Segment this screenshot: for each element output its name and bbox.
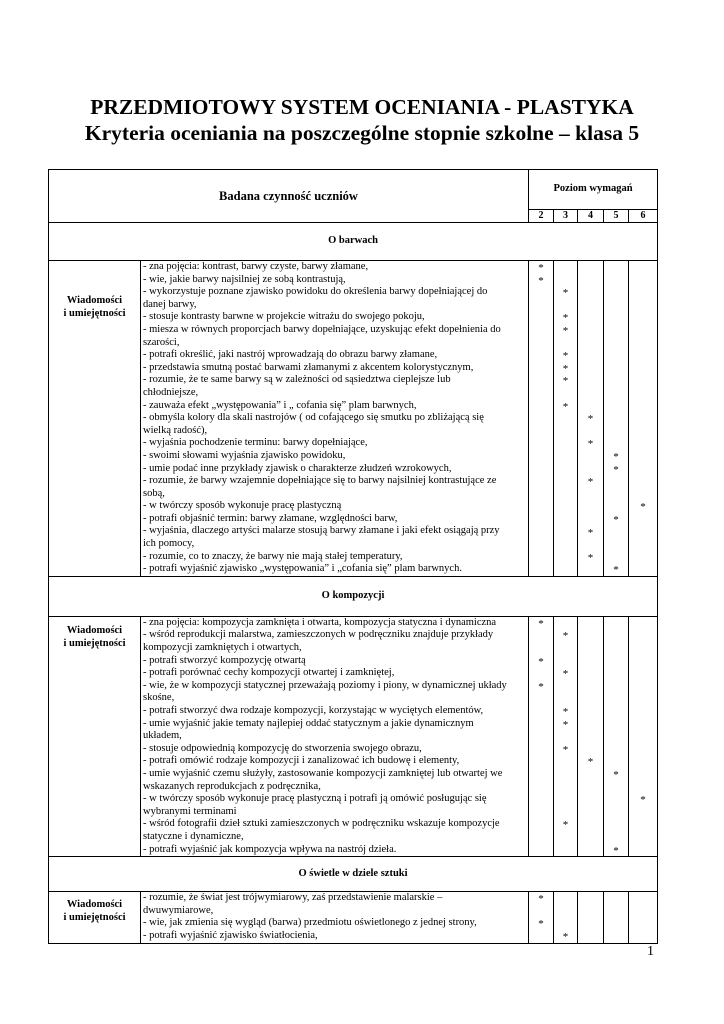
grade-mark: * bbox=[587, 756, 594, 769]
grade-mark: * bbox=[562, 362, 569, 375]
criteria-line: ich pomocy, bbox=[143, 538, 195, 550]
grade-mark: * bbox=[562, 706, 569, 719]
section-label-line: Wiadomości bbox=[66, 899, 123, 911]
grade-mark: * bbox=[587, 551, 594, 564]
section-row bbox=[49, 892, 658, 943]
criteria-line: - potrafi wyjaśnić zjawisko światłocienia, bbox=[143, 929, 318, 941]
criteria-line: - w twórczy sposób wykonuje pracę plastyczną bbox=[143, 500, 342, 512]
grade-mark: * bbox=[538, 617, 544, 630]
section-label-line: Wiadomości bbox=[66, 624, 123, 636]
grade-column bbox=[604, 616, 629, 856]
criteria-line: skośne, bbox=[143, 692, 175, 704]
section-label-line: i umiejętności bbox=[63, 637, 126, 649]
criteria-line: - rozumie, że te same barwy są w zależności od sąsiedztwa cieplejsze lub bbox=[143, 374, 451, 386]
grade-mark: * bbox=[562, 668, 569, 681]
activity-header: Badana czynność uczniów bbox=[49, 170, 529, 223]
grade-column bbox=[554, 261, 578, 577]
criteria-line: układem, bbox=[143, 730, 182, 742]
grade-column bbox=[629, 261, 658, 577]
grade-mark: * bbox=[562, 930, 569, 943]
criteria-line: - potrafi objaśnić termin: barwy złamane, względności barw, bbox=[143, 512, 398, 524]
criteria-line: - rozumie, że świat jest trójwymiarowy, zaś przedstawienie malarskie – bbox=[143, 892, 443, 904]
section-label-line: Wiadomości bbox=[66, 295, 123, 306]
grade-column bbox=[578, 261, 604, 577]
criteria-list bbox=[141, 892, 529, 943]
grade-header: 4 bbox=[578, 210, 604, 223]
criteria-list bbox=[141, 616, 529, 856]
grade-header: 5 bbox=[604, 210, 629, 223]
section-label bbox=[49, 892, 141, 943]
criteria-line: - stosuje kontrasty barwne w projekcie witrażu do swojego pokoju, bbox=[143, 311, 425, 323]
grade-column bbox=[604, 892, 629, 943]
criteria-line: wybranymi terminami bbox=[143, 805, 237, 817]
grade-mark: * bbox=[562, 400, 569, 413]
section-title: O świetle w dziele sztuki bbox=[49, 857, 658, 892]
criteria-line: - wie, jakie barwy najsilniej ze sobą kontrastują, bbox=[143, 273, 346, 285]
grade-column bbox=[529, 261, 554, 577]
section-row bbox=[49, 261, 658, 577]
grade-mark: * bbox=[562, 325, 569, 337]
criteria-line: danej barwy, bbox=[143, 298, 197, 310]
criteria-line: - wyjaśnia, dlaczego artyści malarze stosują barwy złamane i jaki efekt osiągają przy bbox=[143, 525, 500, 537]
grade-mark: * bbox=[538, 680, 544, 693]
grade-column bbox=[554, 892, 578, 943]
grade-mark: * bbox=[538, 274, 544, 287]
grade-mark: * bbox=[613, 769, 619, 782]
document-title: PRZEDMIOTOWY SYSTEM OCENIANIA - PLASTYKA bbox=[90, 95, 634, 119]
criteria-line: dwuwymiarowe, bbox=[143, 904, 214, 916]
grade-column bbox=[554, 616, 578, 856]
criteria-list bbox=[141, 261, 529, 577]
criteria-line: - potrafi omówić rodzaje kompozycji i zanalizować ich budowę i elementy, bbox=[143, 755, 460, 767]
document-subtitle: Kryteria oceniania na poszczególne stopnie szkolne – klasa 5 bbox=[84, 121, 640, 145]
criteria-line: - rozumie, co to znaczy, że barwy nie mają stałej temperatury, bbox=[143, 550, 403, 562]
criteria-line: - wśród fotografii dzieł sztuki zamieszczonych w podręczniku wskazuje kompozycje bbox=[143, 818, 500, 830]
grade-mark: * bbox=[538, 918, 544, 931]
level-header: Poziom wymagań bbox=[529, 170, 658, 210]
grade-mark: * bbox=[562, 350, 569, 363]
section-label-line: i umiejętności bbox=[63, 308, 126, 319]
grade-column bbox=[578, 892, 604, 943]
criteria-line: - potrafi wyjaśnić jak kompozycja wpływa na nastrój dzieła. bbox=[143, 843, 397, 855]
criteria-line: - potrafi określić, jaki nastrój wprowadzają do obrazu barwy złamane, bbox=[143, 349, 438, 361]
grade-mark: * bbox=[587, 526, 594, 539]
grade-mark: * bbox=[640, 794, 646, 807]
section-title: O barwach bbox=[49, 223, 658, 261]
criteria-line: - potrafi stworzyć kompozycję otwartą bbox=[143, 654, 306, 666]
grade-mark: * bbox=[538, 655, 544, 668]
criteria-line: - potrafi stworzyć dwa rodzaje kompozycji, korzystając w wyciętych elementów, bbox=[143, 705, 484, 716]
grade-mark: * bbox=[613, 844, 619, 857]
grade-column bbox=[529, 892, 554, 943]
grade-mark: * bbox=[562, 312, 569, 325]
section-label-line: i umiejętności bbox=[63, 912, 126, 924]
criteria-line: - zauważa efekt „występowania” i „ cofania się” plam barwnych, bbox=[143, 399, 417, 411]
section-label bbox=[49, 261, 141, 577]
criteria-line: - wie, jak zmienia się wygląd (barwa) przedmiotu oświetlonego z jednej strony, bbox=[143, 917, 477, 929]
grade-mark: * bbox=[562, 375, 569, 388]
grade-mark: * bbox=[587, 476, 594, 489]
criteria-line: - zna pojęcia: kompozycja zamknięta i otwarta, kompozycja statyczna i dynamiczna bbox=[143, 616, 497, 628]
criteria-line: chłodniejsze, bbox=[143, 386, 199, 398]
grade-mark: * bbox=[562, 630, 569, 643]
grade-column bbox=[529, 616, 554, 856]
grade-mark: * bbox=[613, 451, 619, 463]
grade-header: 2 bbox=[529, 210, 554, 223]
criteria-line: kompozycji zamkniętych i otwartych, bbox=[143, 642, 302, 654]
criteria-line: - przedstawia smutną postać barwami złamanymi z akcentem kolorystycznym, bbox=[143, 361, 474, 373]
criteria-line: - wśród reprodukcji malarstwa, zamieszczonych w podręczniku znajduje przykłady bbox=[143, 629, 494, 641]
grade-mark: * bbox=[587, 413, 594, 426]
criteria-line: wskazanych reprodukcjach z podręcznika, bbox=[143, 780, 321, 792]
grade-header: 6 bbox=[629, 210, 658, 223]
grade-mark: * bbox=[587, 438, 594, 451]
criteria-line: - umie podać inne przykłady zjawisk o charakterze złudzeń wzrokowych, bbox=[143, 462, 452, 474]
grade-mark: * bbox=[640, 501, 646, 514]
criteria-line: szarości, bbox=[143, 336, 180, 348]
criteria-line: - rozumie, że barwy wzajemnie dopełniające się to barwy najsilniej kontrastujące ze bbox=[143, 475, 497, 487]
criteria-line: - wie, że w kompozycji statycznej przeważają poziomy i piony, w dynamicznej układy bbox=[143, 679, 507, 691]
criteria-line: - swoimi słowami wyjaśnia zjawisko powidoku, bbox=[143, 449, 346, 461]
criteria-line: - potrafi porównać cechy kompozycji otwartej i zamkniętej, bbox=[143, 667, 395, 679]
grade-column bbox=[578, 616, 604, 856]
grade-header: 3 bbox=[554, 210, 578, 223]
grade-mark: * bbox=[562, 743, 569, 756]
section-label bbox=[49, 616, 141, 856]
criteria-line: - potrafi wyjaśnić zjawisko „występowania” i „cofania się” plam barwnych. bbox=[143, 563, 462, 575]
grade-mark: * bbox=[538, 262, 544, 274]
criteria-line: sobą, bbox=[143, 487, 165, 499]
grade-mark: * bbox=[613, 463, 619, 476]
criteria-line: - wyjaśnia pochodzenie terminu: barwy dopełniające, bbox=[143, 437, 368, 449]
criteria-line: - w twórczy sposób wykonuje pracę plastyczną i potrafi ją omówić posługując się bbox=[143, 793, 487, 805]
page-number: 1 bbox=[647, 944, 654, 959]
criteria-line: - stosuje odpowiednią kompozycję do stworzenia swojego obrazu, bbox=[143, 742, 422, 754]
criteria-line: wielką radość), bbox=[143, 424, 208, 436]
grade-mark: * bbox=[562, 819, 569, 832]
criteria-line: statyczne i dynamiczne, bbox=[143, 830, 244, 842]
criteria-line: - zna pojęcia: kontrast, barwy czyste, barwy złamane, bbox=[143, 261, 369, 272]
grade-mark: * bbox=[613, 514, 619, 526]
grade-mark: * bbox=[562, 287, 569, 300]
criteria-line: - umie wyjaśnić czemu służyły, zastosowanie kompozycji zamkniętej lub otwartej we bbox=[143, 767, 503, 779]
section-row bbox=[49, 616, 658, 856]
section-title: O kompozycji bbox=[49, 576, 658, 616]
criteria-line: - obmyśla kolory dla skali nastrojów ( od cofającego się smutku po zbliżającą się bbox=[143, 412, 484, 424]
grade-column bbox=[629, 892, 658, 943]
criteria-line: - umie wyjaśnić jakie tematy najlepiej oddać statycznym a jakie dynamicznym bbox=[143, 717, 474, 729]
grade-column bbox=[604, 261, 629, 577]
criteria-line: - wykorzystuje poznane zjawisko powidoku do określenia barwy dopełniającej do bbox=[143, 286, 488, 298]
grade-mark: * bbox=[562, 718, 569, 731]
criteria-line: - miesza w równych proporcjach barwy dopełniające, uzyskując efekt dopełnienia do bbox=[143, 323, 501, 335]
criteria-table bbox=[48, 169, 658, 944]
grade-mark: * bbox=[538, 893, 544, 906]
grade-mark: * bbox=[613, 564, 619, 577]
grade-column bbox=[629, 616, 658, 856]
